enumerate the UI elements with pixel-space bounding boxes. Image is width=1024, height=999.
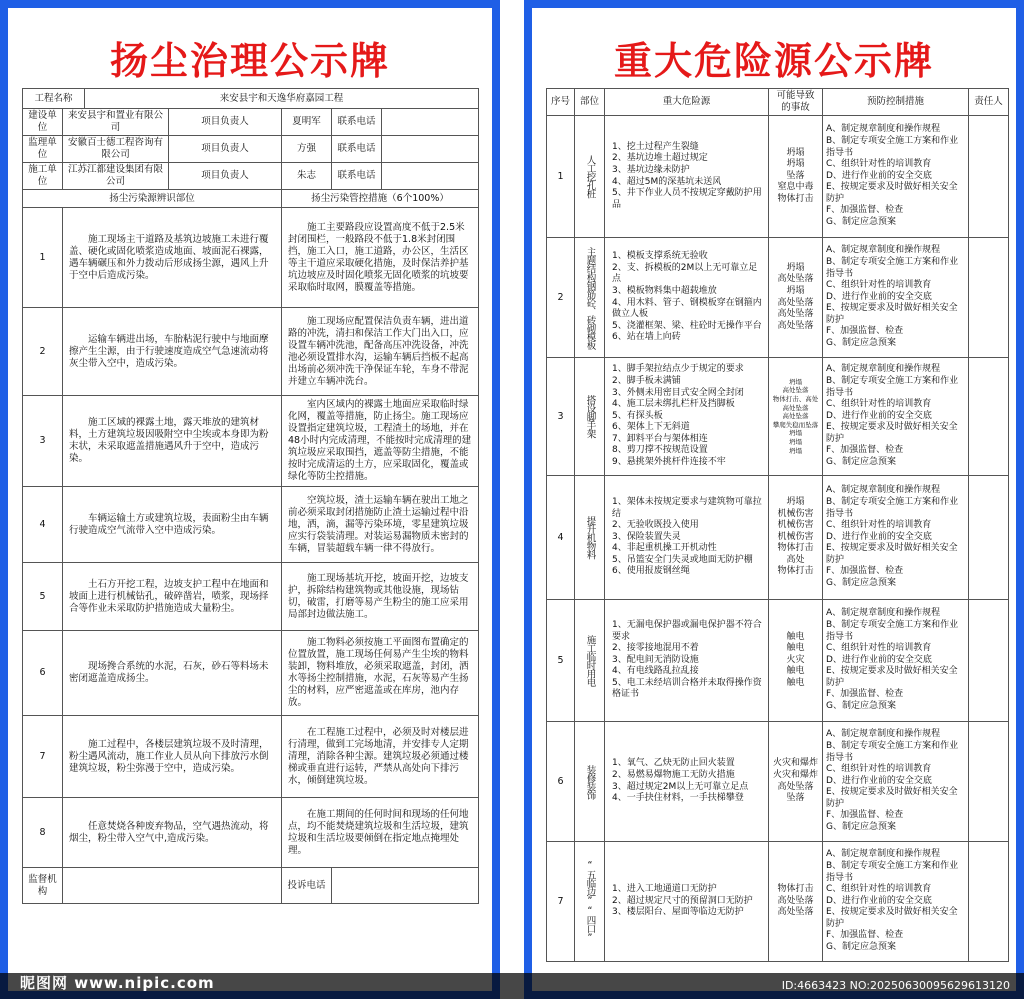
accident-item: 高处坠落: [777, 320, 814, 331]
accident-item: 坍塌: [789, 437, 802, 446]
hazard-items: [608, 620, 765, 701]
accident-item: 机械伤害: [777, 508, 814, 519]
hazard-row: [547, 722, 1009, 842]
row-number: 5: [23, 563, 63, 631]
measure-item: F、加强监督、检查: [826, 566, 904, 577]
hazard-item: 6、使用报废钢丝绳: [612, 566, 690, 577]
accident-list: [769, 238, 823, 358]
measure-item: B、制定专项安全施工方案和作业指导书: [826, 496, 959, 519]
header-hazard: 重大危险源: [605, 89, 769, 116]
hazard-part: [575, 600, 605, 722]
row-number: 2: [547, 238, 575, 358]
accident-item: 攀爬失稳而坠落: [772, 420, 819, 429]
measure-item: D、进行作业前的安全交底: [826, 410, 932, 421]
accident-item: 火灾和爆炸: [772, 758, 818, 769]
accident-item: 触电: [786, 631, 805, 642]
measure-item: A、制定规章制度和操作规程: [826, 124, 941, 135]
hazard-row: [547, 600, 1009, 722]
supervise-label: 监督机构: [23, 868, 63, 904]
accident-item: 机械伤害: [777, 520, 814, 531]
dust-source: 土石方开挖工程，边坡支护工程中在地面和坡面上进行机械钻孔，破碎凿岩，喷浆，现场择合等作业未采取防护措施造成大量粉尘。: [63, 563, 282, 631]
accident-list: [769, 116, 823, 238]
measure-item: G、制定应急预案: [826, 701, 896, 712]
accident-item: 坍塌: [786, 147, 805, 158]
hazard-row: [547, 358, 1009, 476]
measure-list: [823, 358, 969, 476]
accident-item: 坍塌: [786, 285, 805, 296]
accident-list: [769, 600, 823, 722]
measure-list: [823, 722, 969, 842]
hazard-part: [575, 238, 605, 358]
measure-list: [823, 116, 969, 238]
accident-item: 坠落: [786, 793, 805, 804]
hazard-items: [608, 251, 765, 344]
hazard-items: [608, 884, 765, 919]
hazard-items: [608, 142, 765, 212]
hazard-item: 3、基坑边缘未防护: [612, 164, 690, 175]
dust-source: 运输车辆进出场，车胎粘泥行驶中与地面摩擦产生尘源，由于行驶速度造成空气急速流动将灰尘带入空中，造成污染。: [63, 308, 282, 396]
row-number: 2: [23, 308, 63, 396]
leader-label: 项目负责人: [169, 109, 282, 136]
dust-measure: 施工主要路段应设置高度不低于2.5米封闭围栏，一般路段不低于1.8米封闭围挡，施工入口，施工道路，办公区，生活区等主干道应采取硬化措施，及时保洁养护基坑边坡应及时固化喷浆无固化喷浆的坑坡要采取临时取网，膜覆盖等措施。: [282, 208, 479, 308]
hazard-part-text: “五临边”“四口”: [584, 860, 596, 943]
measure-item: G、制定应急预案: [826, 217, 896, 228]
footer-row: [23, 868, 479, 904]
hazard-list: [605, 476, 769, 600]
measure-item: C、组织针对性的培训教育: [826, 280, 932, 291]
accident-item: 高处坠落: [782, 403, 809, 412]
measure-item: D、进行作业前的安全交底: [826, 654, 932, 665]
measure-item: G、制定应急预案: [826, 578, 896, 589]
accident-list: [769, 358, 823, 476]
accident-item: 坍塌: [789, 429, 802, 438]
measure-item: F、加强监督、检查: [826, 326, 904, 337]
dust-row: [23, 563, 479, 631]
owner-cell: [969, 600, 1009, 722]
major-hazard-board: [524, 0, 1024, 999]
measure-item: D、进行作业前的安全交底: [826, 170, 932, 181]
measure-item: B、制定专项安全施工方案和作业指导书: [826, 619, 959, 642]
owner-cell: [969, 358, 1009, 476]
accident-item: 高处坠落: [777, 907, 814, 918]
unit-role: 施工单位: [23, 163, 63, 190]
complaint-label: 投诉电话: [282, 868, 332, 904]
accident-item: 坍塌: [786, 159, 805, 170]
measure-item: F、加强监督、检查: [826, 689, 904, 700]
project-name: 来安县宇和天逸华府嘉园工程: [85, 89, 479, 109]
accident-item: 坍塌: [786, 262, 805, 273]
measure-item: C、组织针对性的培训教育: [826, 764, 932, 775]
hazard-items: [608, 758, 765, 804]
measure-items: [826, 849, 965, 953]
measure-item: C、组织针对性的培训教育: [826, 884, 932, 895]
accident-list: [769, 842, 823, 962]
hazard-item: 4、有电线路乱拉乱接: [612, 666, 699, 677]
hazard-item: 7、卸料平台与架体相连: [612, 433, 708, 444]
accident-item: 坍塌: [786, 496, 805, 507]
dust-source: 现场搀合系统的水泥，石灰，砂石等料场未密闭遮盖造成扬尘。: [63, 631, 282, 716]
unit-row: [23, 136, 479, 163]
accident-item: 物体打击: [777, 884, 814, 895]
hazard-item: 2、支、拆模板的2M以上无可靠立足点: [612, 262, 758, 285]
hazard-part-text: 搭设脚手架: [584, 395, 596, 438]
unit-company: 安徽百士德工程咨询有限公司: [63, 136, 169, 163]
hazard-item: 2、无验收既投入使用: [612, 520, 699, 531]
hazard-part-text: 施工临时用电: [584, 635, 596, 686]
unit-company: 江苏江都建设集团有限公司: [63, 163, 169, 190]
header-measures: 预防控制措施: [823, 89, 969, 116]
leader-label: 项目负责人: [169, 136, 282, 163]
accident-item: 物体打击: [777, 566, 814, 577]
accident-item: 火灾和爆炸: [772, 769, 818, 780]
measure-item: D、进行作业前的安全交底: [826, 895, 932, 906]
measure-items: [826, 729, 965, 833]
row-number: 6: [23, 631, 63, 716]
board-title: 扬尘治理公示牌: [109, 39, 390, 83]
measure-list: [823, 600, 969, 722]
dust-measure: 在工程施工过程中，必须及时对楼层进行清理，做到工完场地清，并安排专人定期清理，消除各种尘源。建筑垃圾必须通过楼梯或垂直进行运转，严禁从高处向下排污水，倾倒建筑垃圾。: [282, 716, 479, 798]
hazard-part: [575, 842, 605, 962]
measure-item: E、按规定要求及时做好相关安全防护: [826, 543, 958, 565]
accident-item: 触电: [786, 643, 805, 654]
header-accident: 可能导致的事故: [769, 89, 823, 116]
row-number: 5: [547, 600, 575, 722]
dust-measure: 施工现场基坑开挖，坡面开挖，边坡支护，拆除结构建筑物或其他设施，现场钻切，破雷，打磨等易产生粉尘的施工应采用局部封边做法施工。: [282, 563, 479, 631]
column-header-row: [23, 190, 479, 208]
row-number: 7: [23, 716, 63, 798]
header-part: 部位: [575, 89, 605, 116]
accident-list: [769, 722, 823, 842]
hazard-item: 2、基坑边堆土超过规定: [612, 153, 708, 164]
hazard-list: [605, 600, 769, 722]
measure-item: D、进行作业前的安全交底: [826, 291, 932, 302]
row-number: 7: [547, 842, 575, 962]
hazard-item: 6、站在墙上向砖: [612, 332, 681, 343]
measure-item: E、按规定要求及时做好相关安全防护: [826, 787, 958, 809]
hazard-item: 1、脚手架拉结点少于规定的要求: [612, 364, 744, 375]
measure-item: C、组织针对性的培训教育: [826, 159, 932, 170]
dust-source: 施工现场主干道路及基筑边坡施工未进行覆盖、硬化或固化喷浆造成地面、坡面泥石裸露，遇车辆碾压和外力拨动后形成扬尘源，遇风上升于空中后造成污染。: [63, 208, 282, 308]
phone-value: [382, 109, 479, 136]
hazard-item: 2、易燃易爆物施工无防火措施: [612, 769, 735, 780]
hazard-item: 5、井下作业人员不按规定穿戴防护用品: [612, 188, 762, 210]
dust-row: [23, 308, 479, 396]
measure-items: [826, 245, 965, 349]
hazard-part: [575, 116, 605, 238]
unit-role: 监理单位: [23, 136, 63, 163]
accident-item: 高处坠落: [782, 412, 809, 421]
unit-row: [23, 163, 479, 190]
measure-item: A、制定规章制度和操作规程: [826, 364, 941, 375]
measure-item: B、制定专项安全施工方案和作业指导书: [826, 135, 959, 158]
measure-item: D、进行作业前的安全交底: [826, 531, 932, 542]
measure-items: [826, 364, 965, 468]
dust-row: [23, 396, 479, 487]
complaint-value: [332, 868, 479, 904]
dust-control-board: [0, 0, 500, 999]
hazard-list: [605, 842, 769, 962]
accident-item: 高处坠落: [777, 895, 814, 906]
measure-item: E、按规定要求及时做好相关安全防护: [826, 422, 958, 444]
measure-item: G、制定应急预案: [826, 338, 896, 349]
col-source-header: 扬尘污染源辨识部位: [23, 190, 282, 208]
accident-item: 坍塌: [789, 377, 802, 386]
unit-row: [23, 109, 479, 136]
dust-measure: 在施工期间的任何时间和现场的任何地点，均不能焚烧建筑垃圾和生活垃圾，建筑垃圾和生活垃圾要倾倒在指定地点掩埋处理。: [282, 798, 479, 868]
hazard-row: [547, 476, 1009, 600]
hazard-item: 9、悬挑架外挑杆件连接不牢: [612, 457, 726, 468]
accident-list: [769, 476, 823, 600]
hazard-part-text: 人工挖孔桩: [584, 155, 596, 198]
measure-item: A、制定规章制度和操作规程: [826, 608, 941, 619]
measure-item: G、制定应急预案: [826, 457, 896, 468]
hazard-item: 4、超过5M的深基坑未送风: [612, 176, 722, 187]
measure-item: B、制定专项安全施工方案和作业指导书: [826, 740, 959, 763]
measure-item: C、组织针对性的培训教育: [826, 643, 932, 654]
hazard-item: 4、施工层未绑扎栏杆及挡脚板: [612, 399, 735, 410]
hazard-item: 4、非起重机操工开机动性: [612, 543, 717, 554]
accident-item: 高处坠落: [777, 274, 814, 285]
unit-role: 建设单位: [23, 109, 63, 136]
measure-item: E、按规定要求及时做好相关安全防护: [826, 182, 958, 204]
measure-item: D、进行作业前的安全交底: [826, 775, 932, 786]
hazard-item: 3、保险装置失灵: [612, 531, 681, 542]
measure-item: A、制定规章制度和操作规程: [826, 849, 941, 860]
measure-items: [826, 608, 965, 712]
measure-item: F、加强监督、检查: [826, 445, 904, 456]
measure-list: [823, 842, 969, 962]
hazard-part-text: 提升机物料: [584, 516, 596, 559]
owner-cell: [969, 238, 1009, 358]
board-title: 重大危险源公示牌: [613, 39, 934, 83]
accident-item: 坠落: [786, 170, 805, 181]
hazard-items: [608, 497, 765, 578]
measure-item: C、组织针对性的培训教育: [826, 399, 932, 410]
row-number: 1: [23, 208, 63, 308]
dust-row: [23, 208, 479, 308]
supervise-value: [63, 868, 282, 904]
project-label: 工程名称: [23, 89, 85, 109]
hazard-item: 5、有探头板: [612, 410, 663, 421]
hazard-part-text: 装修装饰: [584, 764, 596, 799]
hazard-item: 3、超过规定2M以上无可靠立足点: [612, 781, 749, 792]
measure-list: [823, 476, 969, 600]
hazard-item: 1、架体未按规定要求与建筑物可靠拉结: [612, 496, 762, 519]
phone-value: [382, 163, 479, 190]
measure-item: B、制定专项安全施工方案和作业指导书: [826, 256, 959, 279]
accident-item: 物体打击: [777, 193, 814, 204]
dust-control-table: [22, 88, 479, 904]
dust-row: [23, 631, 479, 716]
accident-item: 火灾: [786, 654, 805, 665]
phone-label: 联系电话: [332, 109, 382, 136]
accident-item: 物体打击: [777, 543, 814, 554]
row-number: 4: [23, 487, 63, 563]
row-number: 6: [547, 722, 575, 842]
hazard-item: 3、配电间无消防设施: [612, 654, 699, 665]
dust-measure: 空筑垃圾，渣土运输车辆在驶出工地之前必须采取封闭措施防止渣土运输过程中沿地，洒，滴，漏等污染环境，零星建筑垃圾应实行袋装清理。对装运易漏物质未密封的车辆，冒装超载车辆一律不得放行。: [282, 487, 479, 563]
header-no: 序号: [547, 89, 575, 116]
dust-source: 车辆运输土方或建筑垃圾，表面粉尘由车辆行驶造成空气流带入空中造成污染。: [63, 487, 282, 563]
accident-item: 高处坠落: [777, 309, 814, 320]
owner-cell: [969, 722, 1009, 842]
measure-item: E、按规定要求及时做好相关安全防护: [826, 907, 958, 929]
watermark-site: 昵图网 www.nipic.com: [20, 974, 215, 992]
row-number: 4: [547, 476, 575, 600]
hazard-list: [605, 116, 769, 238]
hazard-item: 4、用木料、管子、钢模板穿在钢箍内做立人板: [612, 297, 762, 320]
dust-measure: 施工现场应配置保洁负责车辆，进出道路的冲洗，清扫和保洁工作大门出入口，应设置车辆冲洗池，配备高压冲洗设备，冲洗池必须设置排水沟，运输车辆后挡板不起高出场前必须冲洗干净保证车轮，车身不带泥并建立车辆冲洗台。: [282, 308, 479, 396]
measure-item: B、制定专项安全施工方案和作业指导书: [826, 375, 959, 398]
hazard-item: 1、进入工地通道口无防护: [612, 884, 717, 895]
row-number: 3: [547, 358, 575, 476]
unit-company: 来安县宇和置业有限公司: [63, 109, 169, 136]
row-number: 1: [547, 116, 575, 238]
hazard-item: 1、挖土过程产生裂缝: [612, 141, 699, 152]
hazard-item: 1、模板支撑系统无验收: [612, 251, 708, 262]
major-hazard-table: [546, 88, 1009, 962]
accident-item: 高处坠落: [777, 297, 814, 308]
accident-item: 高处坠落: [782, 386, 809, 395]
measure-item: F、加强监督、检查: [826, 810, 904, 821]
hazard-item: 5、吊篮安全门失灵或地面无防护棚: [612, 554, 753, 565]
watermark-id: ID:4663423 NO:20250630095629613120: [781, 979, 1010, 992]
accident-item: 高处: [786, 554, 805, 565]
project-row: [23, 89, 479, 109]
hazard-part-text: 主题结构钢筋砼、砖砌模板: [584, 246, 596, 349]
phone-label: 联系电话: [332, 163, 382, 190]
accident-item: 窒息中毒: [777, 182, 814, 193]
measure-list: [823, 238, 969, 358]
accident-item: 高处坠落: [777, 781, 814, 792]
measure-item: F、加强监督、检查: [826, 930, 904, 941]
measure-item: A、制定规章制度和操作规程: [826, 245, 941, 256]
leader-label: 项目负责人: [169, 163, 282, 190]
dust-source: 任意焚烧各种废弃物品，空气遇热流动，将烟尘，粉尘带入空气中,造成污染。: [63, 798, 282, 868]
measure-item: E、按规定要求及时做好相关安全防护: [826, 303, 958, 325]
hazard-item: 8、剪刀撑不按规范设置: [612, 445, 708, 456]
measure-item: G、制定应急预案: [826, 942, 896, 953]
hazard-item: 3、外侧未用密目式安全网全封闭: [612, 387, 744, 398]
hazard-row: [547, 238, 1009, 358]
hazard-part: [575, 358, 605, 476]
hazard-list: [605, 358, 769, 476]
phone-value: [382, 136, 479, 163]
hazard-item: 3、模板物料集中超载堆放: [612, 285, 717, 296]
measure-item: A、制定规章制度和操作规程: [826, 729, 941, 740]
hazard-part: [575, 476, 605, 600]
leader-name: 方强: [282, 136, 332, 163]
dust-row: [23, 798, 479, 868]
accident-item: 机械伤害: [777, 531, 814, 542]
hazard-item: 6、架体上下无斜道: [612, 422, 690, 433]
measure-item: G、制定应急预案: [826, 822, 896, 833]
hazard-list: [605, 238, 769, 358]
hazard-item: 4、一手抉住材料，一手扶梯攀登: [612, 793, 744, 804]
phone-label: 联系电话: [332, 136, 382, 163]
row-number: 8: [23, 798, 63, 868]
hazard-list: [605, 722, 769, 842]
hazard-row: [547, 842, 1009, 962]
hazard-item: 1、氧气、乙炔无防止回火装置: [612, 758, 735, 769]
hazard-items: [608, 364, 765, 468]
dust-measure: 施工物料必须按施工平面图布置确定的位置放置，施工现场任何易产生尘埃的物料装卸，物料堆放，必须采取遮盖，封闭，洒水等扬尘控制措施，水泥，石灰等易产生扬尘的材料，应严密遮盖或在库房，池内存放。: [282, 631, 479, 716]
measure-items: [826, 485, 965, 589]
owner-cell: [969, 116, 1009, 238]
hazard-row: [547, 116, 1009, 238]
measure-item: A、制定规章制度和操作规程: [826, 485, 941, 496]
accident-item: 坍塌: [789, 446, 802, 455]
measure-item: E、按规定要求及时做好相关安全防护: [826, 666, 958, 688]
hazard-item: 5、电工未经培训合格并未取得操作资格证书: [612, 677, 762, 700]
dust-source: 施工区域的裸露土地，露天堆放的建筑材料，土方建筑垃圾因吸附空中尘埃或本身即为粉末状，未采取遮盖措施遇风升于空中，造成污染。: [63, 396, 282, 487]
hazard-item: 1、无漏电保护器或漏电保护器不符合要求: [612, 619, 762, 642]
leader-name: 朱志: [282, 163, 332, 190]
header-owner: 责任人: [969, 89, 1009, 116]
accident-item: 触电: [786, 677, 805, 688]
hazard-item: 2、超过规定尺寸的预留洞口无防护: [612, 895, 753, 906]
leader-name: 夏明军: [282, 109, 332, 136]
row-number: 3: [23, 396, 63, 487]
accident-item: 触电: [786, 666, 805, 677]
dust-measure: 室内区域内的裸露土地面应采取临时绿化网，覆盖等措施，防止扬尘。施工现场应设置指定建筑垃圾，工程渣土的场地，并在48小时内完成清理，不能按时完成清理的建筑垃圾应采取围挡，遮盖等防尘措施，不能按时完成清运的土方，应采取固化，覆盖或绿化等防尘控措施。: [282, 396, 479, 487]
watermark-bar: [0, 973, 1024, 999]
measure-item: F、加强监督、检查: [826, 205, 904, 216]
hazard-item: 3、楼层阳台、屋面等临边无防护: [612, 907, 744, 918]
measure-item: B、制定专项安全施工方案和作业指导书: [826, 860, 959, 883]
dust-row: [23, 487, 479, 563]
dust-source: 施工过程中，各楼层建筑垃圾不及时清理，粉尘遇风流动，施工作业人员从向下排放污水倒建筑垃圾，粉尘弥漫于空中，造成污染。: [63, 716, 282, 798]
accident-item: 物体打击、高处: [772, 395, 819, 404]
measure-items: [826, 124, 965, 228]
owner-cell: [969, 842, 1009, 962]
hazard-item: 2、接零接地混用不着: [612, 643, 699, 654]
measure-item: C、组织针对性的培训教育: [826, 520, 932, 531]
dust-row: [23, 716, 479, 798]
owner-cell: [969, 476, 1009, 600]
hazard-part: [575, 722, 605, 842]
hazard-item: 5、浇灌框架、梁、柱砼时无操作平台: [612, 320, 762, 331]
col-measure-header: 扬尘污染管控措施（6个100%）: [282, 190, 479, 208]
hazard-item: 2、脚手板未满铺: [612, 375, 681, 386]
